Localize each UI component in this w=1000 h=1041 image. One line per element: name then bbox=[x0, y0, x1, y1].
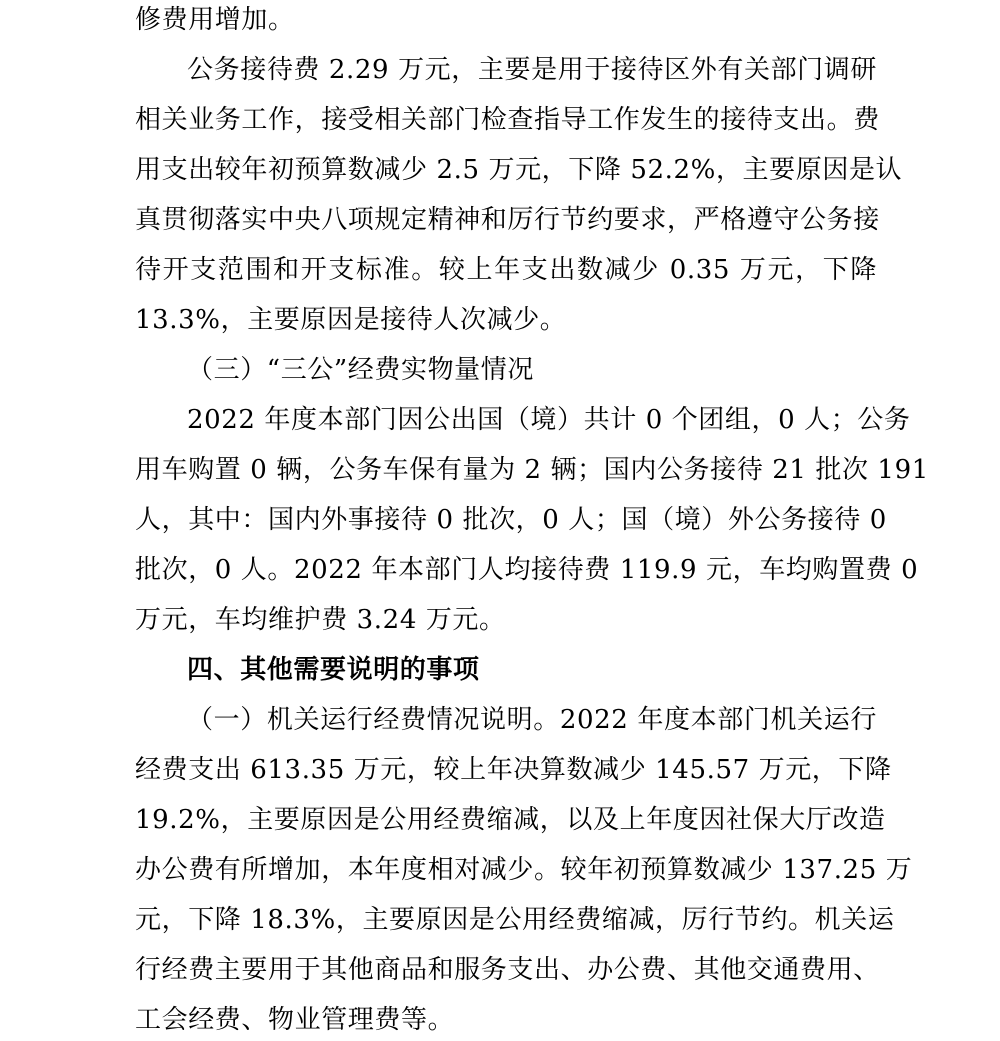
section-heading-3: （三）“三公”经费实物量情况 bbox=[187, 355, 534, 385]
text-line-21: 工会经费、物业管理费等。 bbox=[135, 1005, 455, 1035]
text-line-17: 19.2%，主要原因是公用经费缩减，以及上年度因社保大厅改造 bbox=[135, 805, 886, 835]
text-line-10: 用车购置 0 辆，公务车保有量为 2 辆；国内公务接待 21 批次 191 bbox=[135, 455, 929, 485]
text-line-20: 行经费主要用于其他商品和服务支出、办公费、其他交通费用、 bbox=[135, 955, 880, 985]
text-line-5: 真贯彻落实中央八项规定精神和厉行节约要求，严格遵守公务接 bbox=[135, 205, 880, 235]
text-line-7: 13.3%，主要原因是接待人次减少。 bbox=[135, 305, 567, 335]
text-line-3: 相关业务工作，接受相关部门检查指导工作发生的接待支出。费 bbox=[135, 105, 880, 135]
text-line-11: 人，其中：国内外事接待 0 批次，0 人；国（境）外公务接待 0 bbox=[135, 505, 887, 535]
text-line-4: 用支出较年初预算数减少 2.5 万元，下降 52.2%，主要原因是认 bbox=[135, 155, 903, 185]
text-line-15: （一）机关运行经费情况说明。2022 年度本部门机关运行 bbox=[187, 705, 877, 735]
text-line-19: 元，下降 18.3%，主要原因是公用经费缩减，厉行节约。机关运 bbox=[135, 905, 895, 935]
text-line-9: 2022 年度本部门因公出国（境）共计 0 个团组，0 人；公务 bbox=[187, 405, 911, 435]
text-line-16: 经费支出 613.35 万元，较上年决算数减少 145.57 万元，下降 bbox=[135, 755, 892, 785]
text-line-6: 待开支范围和开支标准。较上年支出数减少 0.35 万元，下降 bbox=[135, 255, 877, 285]
text-line-13: 万元，车均维护费 3.24 万元。 bbox=[135, 605, 506, 635]
text-line-2: 公务接待费 2.29 万元，主要是用于接待区外有关部门调研 bbox=[187, 55, 877, 85]
text-line-12: 批次，0 人。2022 年本部门人均接待费 119.9 元，车均购置费 0 bbox=[135, 555, 919, 585]
text-line-18: 办公费有所增加，本年度相对减少。较年初预算数减少 137.25 万 bbox=[135, 855, 913, 885]
section-heading-4: 四、其他需要说明的事项 bbox=[187, 655, 480, 685]
text-line-1: 修费用增加。 bbox=[135, 5, 295, 35]
